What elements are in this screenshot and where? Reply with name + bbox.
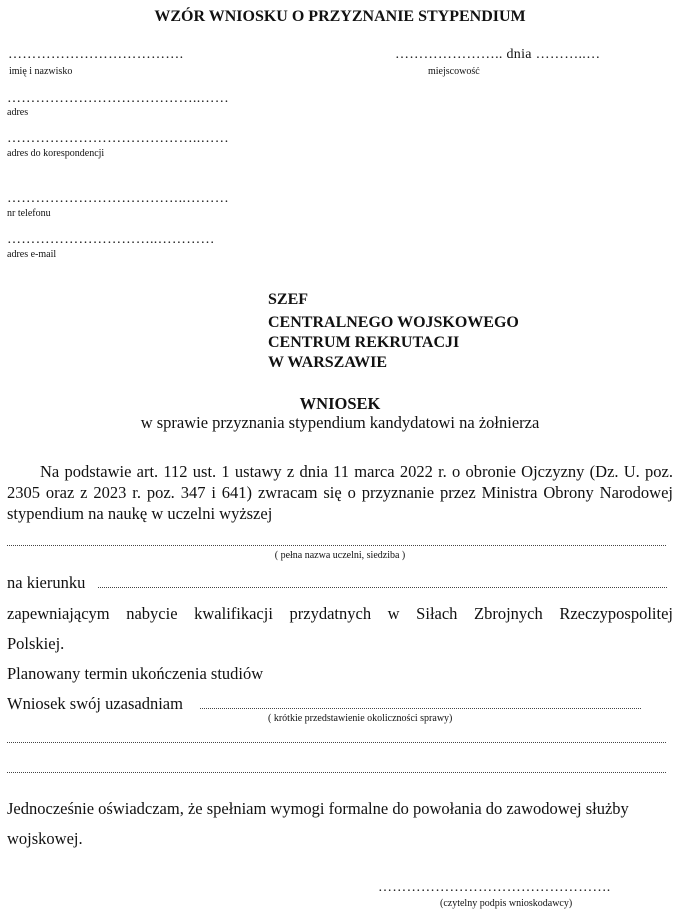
qualification-text-end: Polskiej. xyxy=(7,634,65,653)
addressee-line-4: W WARSZAWIE xyxy=(268,354,388,371)
correspondence-address-field[interactable]: …………………………………..…… xyxy=(7,131,230,146)
phone-field[interactable]: ………………………………..……… xyxy=(7,191,230,206)
signature-label: (czytelny podpis wnioskodawcy) xyxy=(440,898,573,909)
email-field[interactable]: …………………………..………… xyxy=(7,232,215,247)
university-input-line[interactable] xyxy=(7,545,666,546)
declaration-line-2: wojskowej. xyxy=(7,829,83,848)
name-field[interactable]: ………………………………. xyxy=(8,47,184,62)
document-subheading: w sprawie przyznania stypendium kandydatowi na żołnierza xyxy=(140,413,540,432)
address-label: adres xyxy=(7,107,29,118)
document-heading: WNIOSEK xyxy=(299,394,381,413)
justification-input-line-1[interactable] xyxy=(200,708,641,709)
place-label: miejscowość xyxy=(428,66,480,77)
justification-hint: ( krótkie przedstawienie okoliczności sprawy) xyxy=(268,713,453,724)
form-title: WZÓR WNIOSKU O PRZYZNANIE STYPENDIUM xyxy=(154,8,526,25)
field-of-study-label: na kierunku xyxy=(7,573,86,592)
declaration-line-1: Jednocześnie oświadczam, że spełniam wymogi formalne do powołania do zawodowej służby xyxy=(7,799,629,818)
phone-label: nr telefonu xyxy=(7,208,51,219)
planned-end-label: Planowany termin ukończenia studiów xyxy=(7,664,264,683)
justification-input-line-3[interactable] xyxy=(7,772,666,773)
address-field[interactable]: …………………………………..…… xyxy=(7,91,230,106)
justification-label: Wniosek swój uzasadniam xyxy=(7,694,183,713)
field-of-study-input-line[interactable] xyxy=(98,587,667,588)
intro-paragraph: Na podstawie art. 112 ust. 1 ustawy z dnia 11 marca 2022 r. o obronie Ojczyzny (Dz. U. poz. 2305 oraz z 2023 r. poz. 347 i 641) zwracam się o przyznanie przez Ministra Obrony Narodowej stypendium na naukę w uczelni wyższej xyxy=(7,462,673,523)
addressee-line-2: CENTRALNEGO WOJSKOWEGO xyxy=(268,314,519,331)
name-label: imię i nazwisko xyxy=(9,66,73,77)
justification-input-line-2[interactable] xyxy=(7,742,666,743)
place-date-field[interactable]: ………………….. dnia ………..… xyxy=(395,47,601,62)
university-hint: ( pełna nazwa uczelni, siedziba ) xyxy=(274,550,406,561)
signature-field[interactable]: …………………………………………. xyxy=(378,880,611,895)
addressee-line-3: CENTRUM REKRUTACJI xyxy=(268,334,460,351)
qualification-text: zapewniającym nabycie kwalifikacji przydatnych w Siłach Zbrojnych Rzeczypospolitej xyxy=(7,604,673,623)
correspondence-address-label: adres do korespondencji xyxy=(7,148,105,159)
addressee-line-1: SZEF xyxy=(268,291,309,308)
email-label: adres e-mail xyxy=(7,249,57,260)
